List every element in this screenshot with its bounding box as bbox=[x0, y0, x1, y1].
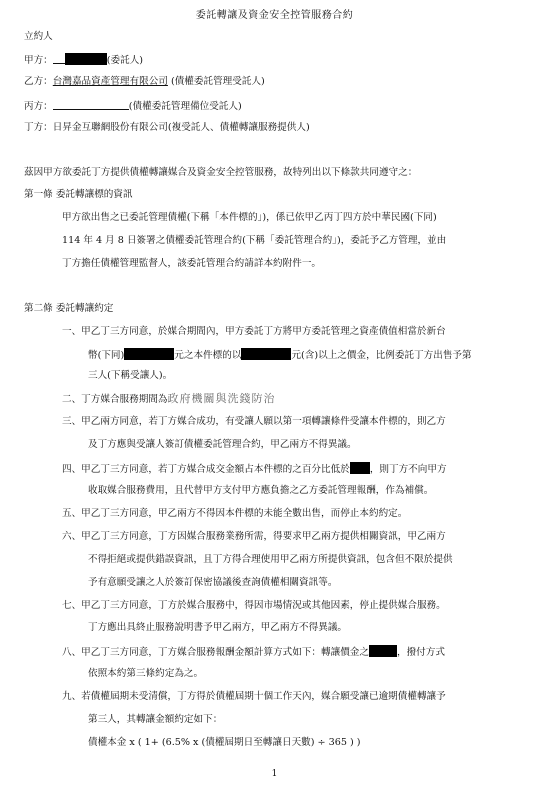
article1-line: 丁方擔任債權管理監督人，該委託管理合約請詳本約附件一。 bbox=[62, 258, 322, 269]
clause-2-line bbox=[62, 393, 276, 406]
party-yi-line bbox=[24, 76, 265, 88]
fee-redaction bbox=[369, 645, 397, 657]
clause-6-line: 予有意願受讓之人於簽訂保密協議後查詢債權相關資訊等。 bbox=[88, 577, 338, 588]
clause-6-line: 不得拒絕或提供錯誤資訊，且丁方得合理使用甲乙兩方所提供資訊，包含但不限於提供 bbox=[88, 554, 453, 565]
article1-line: 114 年 4 月 8 日簽署之債權委託管理合約(下稱「委託管理合約」)，委託予乙方管理，並由 bbox=[62, 235, 447, 246]
clause-1-line: 一、甲乙丁三方同意，於媒合期間內，甲方委託丁方將甲方委託管理之資產債值相當於新台 bbox=[62, 326, 446, 337]
clause-3-line: 三、甲乙兩方同意，若丁方媒合成功，有受讓人願以第一項轉讓條件受讓本件標的，則乙方 bbox=[62, 416, 446, 427]
party-bing-prefix: 丙方： bbox=[24, 101, 53, 112]
formula-line: 債權本金 x ( 1+ (6.5% x (債權屆期日至轉讓日天數) ÷ 365 ) ) bbox=[88, 737, 361, 748]
clause-2-text: 二、丁方媒合服務期間為 bbox=[62, 394, 168, 405]
clause-3-line: 及丁方應與受讓人簽訂債權委託管理合約，甲乙兩方不得異議。 bbox=[88, 439, 357, 450]
article2-heading: 第二條 委託轉讓約定 bbox=[24, 303, 114, 314]
party-jia-prefix: 甲方： bbox=[24, 55, 53, 66]
clause-4-line: 收取媒合服務費用，且代替甲方支付甲方應負擔之乙方委託管理報酬，作為補償。 bbox=[88, 485, 434, 496]
percent-redaction bbox=[350, 462, 370, 474]
clause-7-line: 丁方應出具終止服務說明書予甲乙兩方，甲乙兩方不得異議。 bbox=[88, 622, 348, 633]
clause-1-text: 元(含)以上之價金，比例委託丁方出售予第 bbox=[291, 350, 472, 361]
party-bing-blank bbox=[53, 99, 129, 110]
clause-7-line: 七、甲乙丁三方同意，丁方於媒合服務中，得因市場情況或其他因素，停止提供媒合服務。 bbox=[62, 600, 446, 611]
party-yi-prefix: 乙方： bbox=[24, 76, 53, 87]
clause-1-text: 元之本件標的以 bbox=[174, 350, 242, 361]
clause-1-line: 三人(下稱受讓人)。 bbox=[88, 370, 173, 381]
party-jia-redaction bbox=[65, 53, 107, 65]
clause-8-line bbox=[62, 645, 445, 659]
party-yi-suffix: (債權委託管理受託人) bbox=[170, 76, 265, 87]
parties-heading: 立約人 bbox=[24, 31, 53, 42]
clause-4-text: 四、甲乙丁三方同意，若丁方媒合成交金額占本件標的之百分比低於 bbox=[62, 464, 350, 475]
clause-8-line: 依照本約第三條約定為之。 bbox=[88, 668, 204, 679]
amount-redaction bbox=[124, 348, 174, 360]
clause-9-line: 第三人，其轉讓金額約定如下： bbox=[88, 714, 223, 725]
clause-8-text: 八、甲乙丁三方同意，丁方媒合服務報酬金額計算方式如下：轉讓價金之 bbox=[62, 647, 369, 658]
watermark-stamp: 政府機關與洗錢防治 bbox=[167, 392, 276, 405]
clause-5-line: 五、甲乙丁三方同意，甲乙兩方不得因本件標的未能全數出售，而停止本約約定。 bbox=[62, 508, 408, 519]
clause-8-text: ，撥付方式 bbox=[397, 647, 445, 658]
clause-1-line bbox=[88, 348, 472, 362]
party-yi-name: 台灣嘉品資產管理有限公司 bbox=[52, 76, 168, 87]
clause-6-line: 六、甲乙丁三方同意，丁方因媒合服務業務所需，得要求甲乙兩方提供相關資訊，甲乙兩方 bbox=[62, 531, 446, 542]
clause-4-line bbox=[62, 462, 447, 476]
clause-4-text: ，則丁方不向甲方 bbox=[369, 464, 447, 475]
article1-line: 甲方欲出售之已委託管理債權(下稱「本件標的」)，係已依甲乙丙丁四方於中華民國(下同) bbox=[62, 212, 437, 223]
party-jia-suffix: (委託人) bbox=[106, 55, 144, 66]
preamble: 茲因甲方欲委託丁方提供債權轉讓媒合及資金安全控管服務，故特列出以下條款共同遵守之： bbox=[24, 167, 418, 178]
party-jia-line bbox=[24, 53, 143, 67]
clause-1-text: 幣(下同) bbox=[88, 350, 125, 361]
contract-title: 委託轉讓及資金安全控管服務合約 bbox=[195, 10, 354, 21]
page-number: 1 bbox=[271, 769, 278, 779]
price-redaction bbox=[241, 348, 291, 360]
party-bing-suffix: (債權委託管理備位受託人) bbox=[128, 101, 242, 112]
party-ding-line: 丁方：日昇金互聯網股份有限公司(複受託人、債權轉讓服務提供人) bbox=[24, 122, 310, 133]
party-jia-blank bbox=[53, 53, 65, 64]
clause-9-line: 九、若債權屆期未受清償，丁方得於債權屆期十個工作天內，媒合願受讓已逾期債權轉讓予 bbox=[62, 691, 446, 702]
article1-heading: 第一條 委託轉讓標的資訊 bbox=[24, 189, 133, 200]
party-bing-line bbox=[24, 99, 242, 113]
